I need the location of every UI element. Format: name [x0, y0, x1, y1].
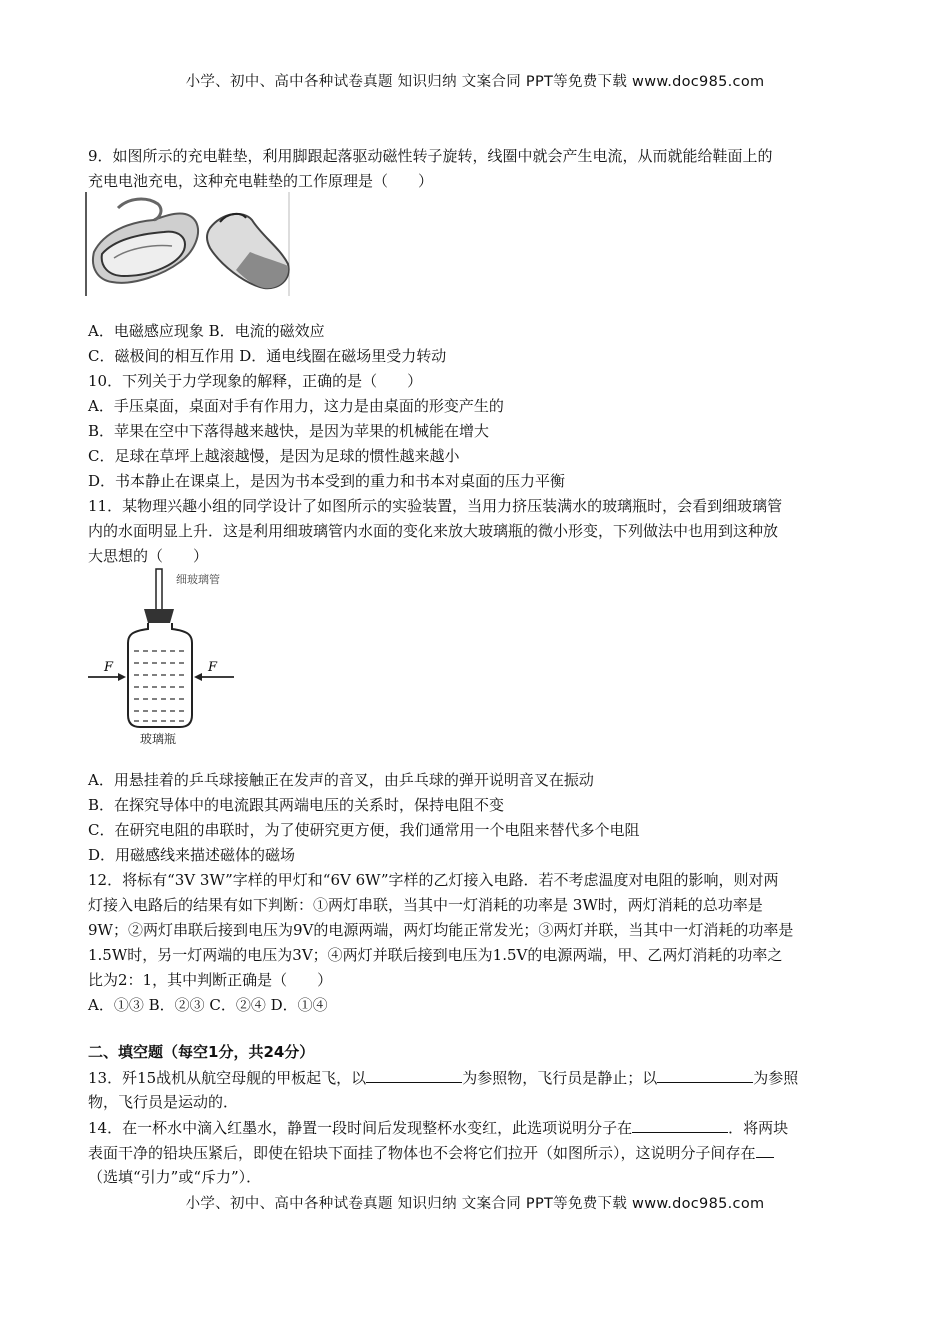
q12-line1: 12．将标有“3V 3W”字样的甲灯和“6V 6W”字样的乙灯接入电路．若不考虑温度对电阻的影响，则对两: [88, 871, 779, 889]
q11-option-a: A．用悬挂着的乒乓球接触正在发声的音叉，由乒乓球的弹开说明音叉在振动: [88, 771, 594, 789]
q13-line1: [88, 1067, 798, 1088]
q10-stem: 10．下列关于力学现象的解释，正确的是（ ）: [88, 372, 423, 390]
insole-image: [207, 214, 289, 288]
q10-option-d: D．书本静止在课桌上，是因为书本受到的重力和书本对桌面的压力平衡: [88, 472, 566, 490]
stopper: [144, 609, 174, 623]
q13-blank-1[interactable]: [366, 1067, 462, 1083]
q12-options: A．①③ B．②③ C．②④ D．①④: [88, 996, 328, 1014]
q14-line2-row: [88, 1142, 774, 1163]
q9-options-ab: A．电磁感应现象 B．电流的磁效应: [88, 322, 325, 340]
q13-line2: 物，飞行员是运动的．: [88, 1093, 239, 1111]
q11-option-c: C．在研究电阻的串联时，为了使研究更方便，我们通常用一个电阻来替代多个电阻: [88, 821, 640, 839]
shoe-image: [93, 199, 198, 283]
q14-blank-2[interactable]: [756, 1142, 774, 1158]
glass-bottle-figure: [84, 565, 264, 747]
q10-option-b: B．苹果在空中下落得越来越快，是因为苹果的机械能在增大: [88, 422, 490, 440]
bottle-label: 玻璃瓶: [140, 732, 177, 746]
page-header: 小学、初中、高中各种试卷真题 知识归纳 文案合同 PPT等免费下载 www.doc985.com: [185, 74, 765, 90]
q12-line2: 灯接入电路后的结果有如下判断：①两灯串联，当其中一灯消耗的功率是 3W时，两灯消耗的总功率是: [88, 896, 763, 914]
q14-text-a: 14．在一杯水中滴入红墨水，静置一段时间后发现整杯水变红，此选项说明分子在: [88, 1119, 633, 1137]
q11-option-d: D．用磁感线来描述磁体的磁场: [88, 846, 296, 864]
q12-line4: 1.5W时，另一灯两端的电压为3V；④两灯并联后接到电压为1.5V的电源两端，甲、乙两灯消耗的功率之: [88, 946, 783, 964]
shoe-insole-figure: [84, 192, 294, 298]
q10-option-a: A．手压桌面，桌面对手有作用力，这力是由桌面的形变产生的: [88, 397, 504, 415]
q14-line3: （选填“引力”或“斥力”）．: [88, 1168, 262, 1186]
q11-option-b: B．在探究导体中的电流跟其两端电压的关系时，保持电阻不变: [88, 796, 505, 814]
q13-blank-2[interactable]: [657, 1067, 753, 1083]
q11-line2: 内的水面明显上升．这是利用细玻璃管内水面的变化来放大玻璃瓶的微小形变，下列做法中也用到这种放: [88, 522, 779, 540]
q11-line3: 大思想的（ ）: [88, 547, 209, 565]
q11-line1: 11．某物理兴趣小组的同学设计了如图所示的实验装置，当用力挤压装满水的玻璃瓶时，会看到细玻璃管: [88, 497, 783, 515]
q13-text-a: 13．歼15战机从航空母舰的甲板起飞，以: [88, 1069, 367, 1087]
section-title: 二、填空题（每空1分，共24分）: [88, 1043, 315, 1061]
q14-line1: [88, 1117, 788, 1138]
tube-label: 细玻璃管: [176, 573, 220, 586]
q10-option-c: C．足球在草坪上越滚越慢，是因为足球的惯性越来越小: [88, 447, 460, 465]
q9-line2: 充电电池充电，这种充电鞋垫的工作原理是（ ）: [88, 172, 434, 190]
q9-options-cd: C．磁极间的相互作用 D．通电线圈在磁场里受力转动: [88, 347, 447, 365]
q14-blank-1[interactable]: [632, 1117, 728, 1133]
q12-line3: 9W；②两灯串联后接到电压为9V的电源两端，两灯均能正常发光；③两灯并联，当其中一灯消耗的功率是: [88, 921, 794, 939]
q9-line1: 9．如图所示的充电鞋垫，利用脚跟起落驱动磁性转子旋转，线圈中就会产生电流，从而就能给鞋面上的: [88, 147, 773, 165]
q13-text-b: 为参照物，飞行员是静止；以: [462, 1069, 658, 1087]
q13-text-c: 为参照: [753, 1069, 799, 1087]
q12-line5: 比为2：1，其中判断正确是（ ）: [88, 971, 333, 989]
q14-line2: 表面干净的铅块压紧后，即使在铅块下面挂了物体也不会将它们拉开（如图所示），这说明分子间存在: [88, 1144, 756, 1162]
force-label-right: F: [208, 660, 218, 675]
q14-text-b: ．将两块: [728, 1119, 789, 1137]
force-label-left: F: [104, 660, 114, 675]
page-footer: 小学、初中、高中各种试卷真题 知识归纳 文案合同 PPT等免费下载 www.doc985.com: [185, 1196, 765, 1212]
